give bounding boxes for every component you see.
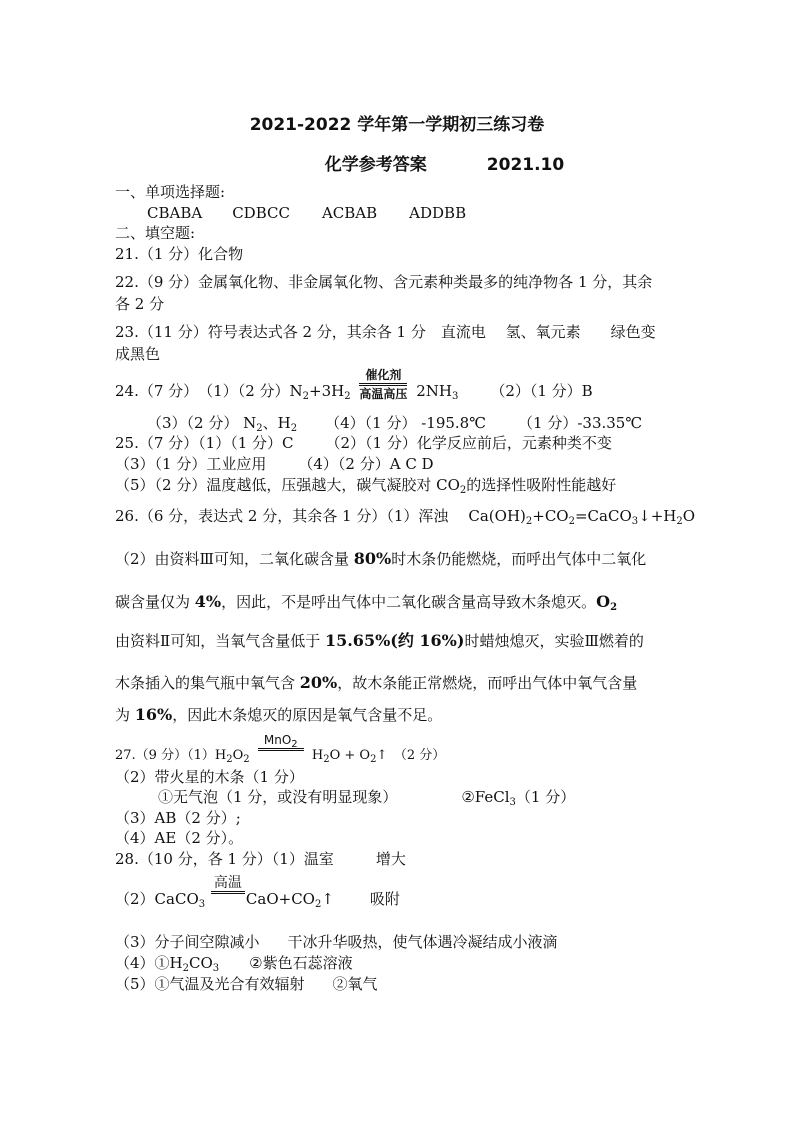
q28-l3a: （3）分子间空隙减小 <box>115 933 260 951</box>
q26-l4a: 由资料Ⅱ可知，当氧气含量低于 <box>115 632 325 650</box>
q25-l3a: （5）（2 分）温度越低，压强越大，碳气凝胶对 CO <box>115 476 460 494</box>
q25-l2b: （4）（2 分）A C D <box>298 455 434 473</box>
q26-l2c: 时木条仍能燃烧，而呼出气体中二氧化 <box>391 550 647 568</box>
q28-line-5 <box>115 974 378 994</box>
document-title: 2021-2022 学年第一学期初三练习卷 <box>249 115 545 135</box>
q24-l2d: （1 分）-33.35℃ <box>518 414 643 432</box>
q24-l2c: （4）（1 分） -195.8℃ <box>325 414 487 432</box>
q28-line-4: $(4)①H_2CO_3$ ②紫色石蕊溶液 <box>115 954 353 974</box>
q27-l1c: H <box>311 748 324 763</box>
q27-line-4: （3）AB（2 分）; <box>115 809 241 827</box>
q28-l4a: （4）①H <box>115 954 183 972</box>
q22-line-1: 22.（9 分）金属氧化物、非金属氧化物、含元素种类最多的纯净物各 1 分，其余 <box>115 273 653 291</box>
q27-line-3: ①无气泡（1 分，或没有明显现象） ②FeCl$_3$（1 分） <box>158 788 576 808</box>
q25-line-3: （5）（2 分）温度越低，压强越大，碳气凝胶对 $CO_2$的选择性吸附性能越好 <box>115 476 617 496</box>
q27-catalyst: MnO$_2$ <box>263 733 298 750</box>
q28-line-2: （2）CaCO$_3$ 高温 $CaO+CO_2↑$ 吸附 <box>115 875 400 910</box>
q28-l1a: 28.（10 分，各 1 分）（1）温室 <box>115 850 334 868</box>
document-subtitle <box>0 150 794 175</box>
q27-l1a: 27.（9 分）（1）H <box>115 748 227 763</box>
q25-l2a: （3）（1 分）工业应用 <box>115 455 267 473</box>
q28-condition <box>211 876 245 909</box>
q27-l3b: ②FeCl <box>461 788 510 806</box>
q27-line-2: （2）带火星的木条（1 分） <box>115 768 304 786</box>
q28-l5a: （5）①气温及光合有效辐射 <box>115 975 305 993</box>
q23-line-2: 成黑色 <box>115 345 161 363</box>
q26-l3a: 碳含量仅为 <box>115 593 195 611</box>
q27-line-5: （4）AE（2 分）。 <box>115 829 244 847</box>
q28-line-1 <box>115 849 406 869</box>
q26-eq-c: =CaCO <box>574 507 632 525</box>
q24-mid: +3H <box>309 382 345 400</box>
choice-group-1: CBABA <box>147 204 203 222</box>
choice-group-2: CDBCC <box>232 204 290 222</box>
q24-line-2: （3）（2 分） $N_2$、$H_2$ （4）（1 分） -195.8℃ （1 分）-33.35℃ <box>147 414 643 434</box>
q25-line-1 <box>115 433 612 453</box>
q26-l6b: 16% <box>134 705 173 724</box>
q25-l1a: 25.（7 分）（1）（1 分）C <box>115 434 294 452</box>
q26-line-3: 碳含量仅为 4%，因此，不是呼出气体中二氧化碳含量高导致木条熄灭。$O_2$ <box>115 592 618 613</box>
section1-heading: 一、单项选择题: <box>115 183 226 201</box>
q26-l4c: 时蜡烛熄灭，实验Ⅲ燃着的 <box>464 632 644 650</box>
choice-group-3: ACBAB <box>321 204 378 222</box>
q28-l5b: ②氧气 <box>332 975 378 993</box>
section2-heading: 二、填空题: <box>115 224 196 242</box>
q27-l1b: O <box>232 748 244 763</box>
q21-line: 21.（1 分）化合物 <box>115 245 244 263</box>
q26-l5b: 20% <box>299 673 338 692</box>
q28-l3b: 干冰升华吸热，使气体遇冷凝结成小液滴 <box>287 933 558 951</box>
q24-l2a: （3）（2 分） N <box>147 414 257 432</box>
q28-l2c: CaO+CO <box>245 890 315 908</box>
q28-line-3 <box>115 932 558 952</box>
q24-l2b: 、H <box>262 414 291 432</box>
q24-catalyst: 催化剂 <box>365 368 402 382</box>
q24-prefix: 24.（7 分） （1）（2 分）N <box>115 382 303 400</box>
q26-l6a: 为 <box>115 706 135 724</box>
q26-l2a: （2）由资料Ⅲ可知，二氧化碳含量 <box>115 550 354 568</box>
q26-l3d: O <box>596 592 611 611</box>
q24-part2: （2）（1 分）B <box>490 382 593 400</box>
q24-line-1: 24.（7 分） （1）（2 分）$N_2+3H_2$ 催化剂 高温高压 $2NH_3$ （2）（1 分）B <box>115 368 593 402</box>
q28-l4b: CO <box>189 954 213 972</box>
q26-l3b: 4% <box>194 592 222 611</box>
q26-line-1 <box>115 506 695 526</box>
q25-l3b: 的选择性吸附性能越好 <box>466 476 617 494</box>
q27-l1e: ↑ （2 分） <box>376 748 446 763</box>
q28-l2b: CaCO <box>154 890 199 908</box>
q25-l1b: （2）（1 分）化学反应前后，元素种类不变 <box>325 434 612 452</box>
q26-eq-d: ↓+H <box>638 507 677 525</box>
q27-line-1: 27.（9 分）$(1)H_2O_2$ MnO$_2$ $H_2O$ + $O_2↑$ （2 分） <box>115 733 446 765</box>
q26-l4b: 15.65%(约 16%) <box>324 631 465 650</box>
q26-eq: $Ca(OH)_2+CO_2=CaCO_3↓+H_2O$ <box>468 507 696 527</box>
q27-condition <box>258 733 304 766</box>
q26-l1a: 26.（6 分，表达式 2 分，其余各 1 分）（1）浑浊 <box>115 507 449 525</box>
q26-line-5 <box>115 673 637 693</box>
q28-l2a: （2） <box>115 890 155 908</box>
q26-l5c: ，故木条能正常燃烧，而呼出气体中氧气含量 <box>337 674 638 692</box>
q26-line-4 <box>115 631 644 651</box>
q27-l3a: ①无气泡（1 分，或没有明显现象） <box>158 788 398 806</box>
subtitle-text: 化学参考答案 <box>324 155 427 175</box>
q22-line-2: 各 2 分 <box>115 295 165 313</box>
q24-condition <box>359 368 407 401</box>
q28-l1b: 增大 <box>375 850 406 868</box>
q24-temp-pressure: 高温高压 <box>359 387 408 401</box>
q26-eq-a: Ca(OH) <box>468 507 526 525</box>
q26-l6c: ，因此木条熄灭的原因是氧气含量不足。 <box>172 706 443 724</box>
choice-group-4: ADDBB <box>409 204 467 222</box>
q26-l2b: 80% <box>353 549 392 568</box>
q26-l3c: ，因此，不是呼出气体中二氧化碳含量高导致木条熄灭。 <box>221 593 597 611</box>
choice-answers <box>147 203 466 223</box>
q28-l2e: 吸附 <box>369 890 400 908</box>
q28-l4c: ②紫色石蕊溶液 <box>249 954 353 972</box>
q28-l2d: ↑ <box>321 890 334 908</box>
q27-l3c: （1 分） <box>515 788 576 806</box>
q26-eq-b: +CO <box>532 507 569 525</box>
q25-line-2 <box>115 454 434 474</box>
subtitle-date: 2021.10 <box>486 155 565 175</box>
q28-high-temp: 高温 <box>213 875 242 891</box>
q26-line-6 <box>115 705 442 725</box>
q26-l5a: 木条插入的集气瓶中氧气含 <box>115 674 300 692</box>
q27-l1d: O + O <box>329 748 371 763</box>
q26-eq-e: O <box>682 507 696 525</box>
q23-line-1: 23.（11 分）符号表达式各 2 分，其余各 1 分 直流电 氢、氧元素 绿色变 <box>115 323 656 341</box>
q26-line-2 <box>115 549 646 569</box>
q24-product: 2NH <box>416 382 452 400</box>
